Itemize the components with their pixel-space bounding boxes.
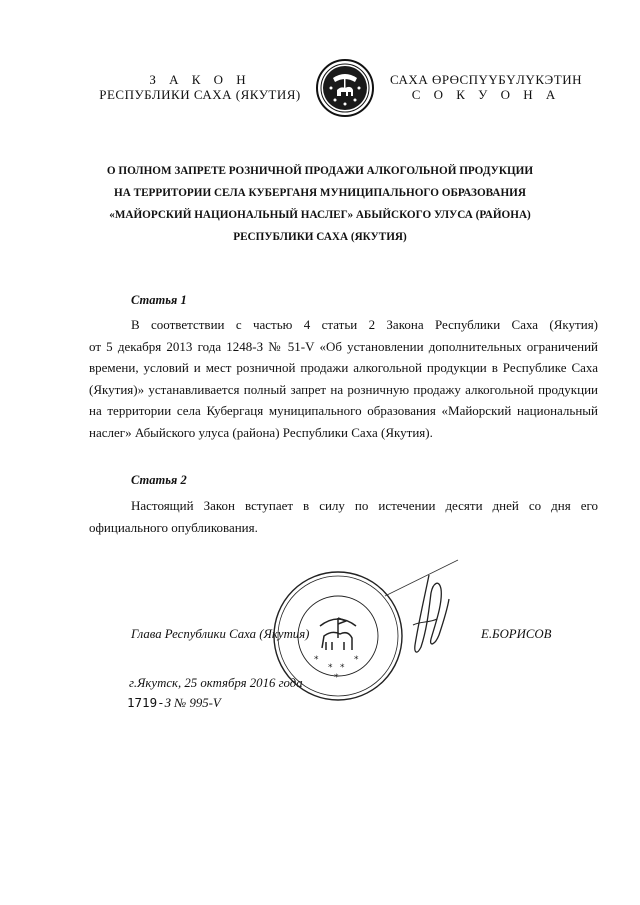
signatory-position: Глава Республики Саха (Якутия) <box>131 627 310 641</box>
header-left-line2: РЕСПУБЛИКИ САХА (ЯКУТИЯ) <box>99 87 301 102</box>
article1-line: на территории села Кубергаця муниципального образования «Майорский национальный <box>89 403 598 418</box>
article1-line: наслег» Абыйского улуса (района) Республики Саха (Якутия). <box>89 424 433 440</box>
title-line: НА ТЕРРИТОРИИ СЕЛА КУБЕРГАНЯ МУНИЦИПАЛЬНОГО ОБРАЗОВАНИЯ <box>114 187 526 199</box>
svg-text:*: * <box>334 673 339 683</box>
coat-of-arms-emblem <box>315 58 375 118</box>
law-title <box>60 160 580 248</box>
article1-body <box>89 314 598 443</box>
article1-line: времени, условий и мест розничной продажи алкогольной продукции в Республике Саха <box>89 360 598 375</box>
article2-body <box>89 495 598 538</box>
signatory-name: Е.БОРИСОВ <box>481 627 552 641</box>
title-line: «МАЙОРСКИЙ НАЦИОНАЛЬНЫЙ НАСЛЕГ» АБЫЙСКОГО УЛУСА (РАЙОНА) <box>109 209 531 221</box>
svg-text:*: * <box>314 655 319 665</box>
header-left <box>82 72 318 102</box>
law-number <box>127 695 221 711</box>
article2-line: официального опубликования. <box>89 519 258 535</box>
svg-text:*: * <box>328 663 333 673</box>
header-right-line1: САХА ӨРӨСПҮҮБҮЛҮКЭТИН <box>390 72 582 87</box>
header-right-line2: С О К У О Н А <box>411 87 561 102</box>
article2-heading: Статья 2 <box>131 473 187 487</box>
article1-heading: Статья 1 <box>131 293 187 307</box>
svg-text:*: * <box>340 663 345 673</box>
signature-stroke <box>380 558 460 598</box>
article1-line: от 5 декабря 2013 года 1248-З № 51-V «Об установлении дополнительных ограничений <box>89 338 598 354</box>
title-line: О ПОЛНОМ ЗАПРЕТЕ РОЗНИЧНОЙ ПРОДАЖИ АЛКОГОЛЬНОЙ ПРОДУКЦИИ <box>106 165 534 177</box>
article1-line: В соответствии с частью 4 статьи 2 Закона Республики Саха (Якутия) <box>131 317 598 332</box>
place-date: г.Якутск, 25 октября 2016 года <box>129 676 303 690</box>
header-left-line1: З А К О Н <box>149 72 251 87</box>
title-line: РЕСПУБЛИКИ САХА (ЯКУТИЯ) <box>233 231 407 243</box>
article1-line: (Якутия)» устанавливается полный запрет на розничную продажу алкогольной продукции <box>89 381 598 397</box>
law-number-prefix: 1719- <box>127 695 165 710</box>
svg-text:*: * <box>354 655 359 665</box>
law-number-suffix: З № 995-V <box>164 696 221 710</box>
article2-line: Настоящий Закон вступает в силу по истечении десяти дней со дня его <box>131 498 598 513</box>
header-right <box>383 72 589 102</box>
